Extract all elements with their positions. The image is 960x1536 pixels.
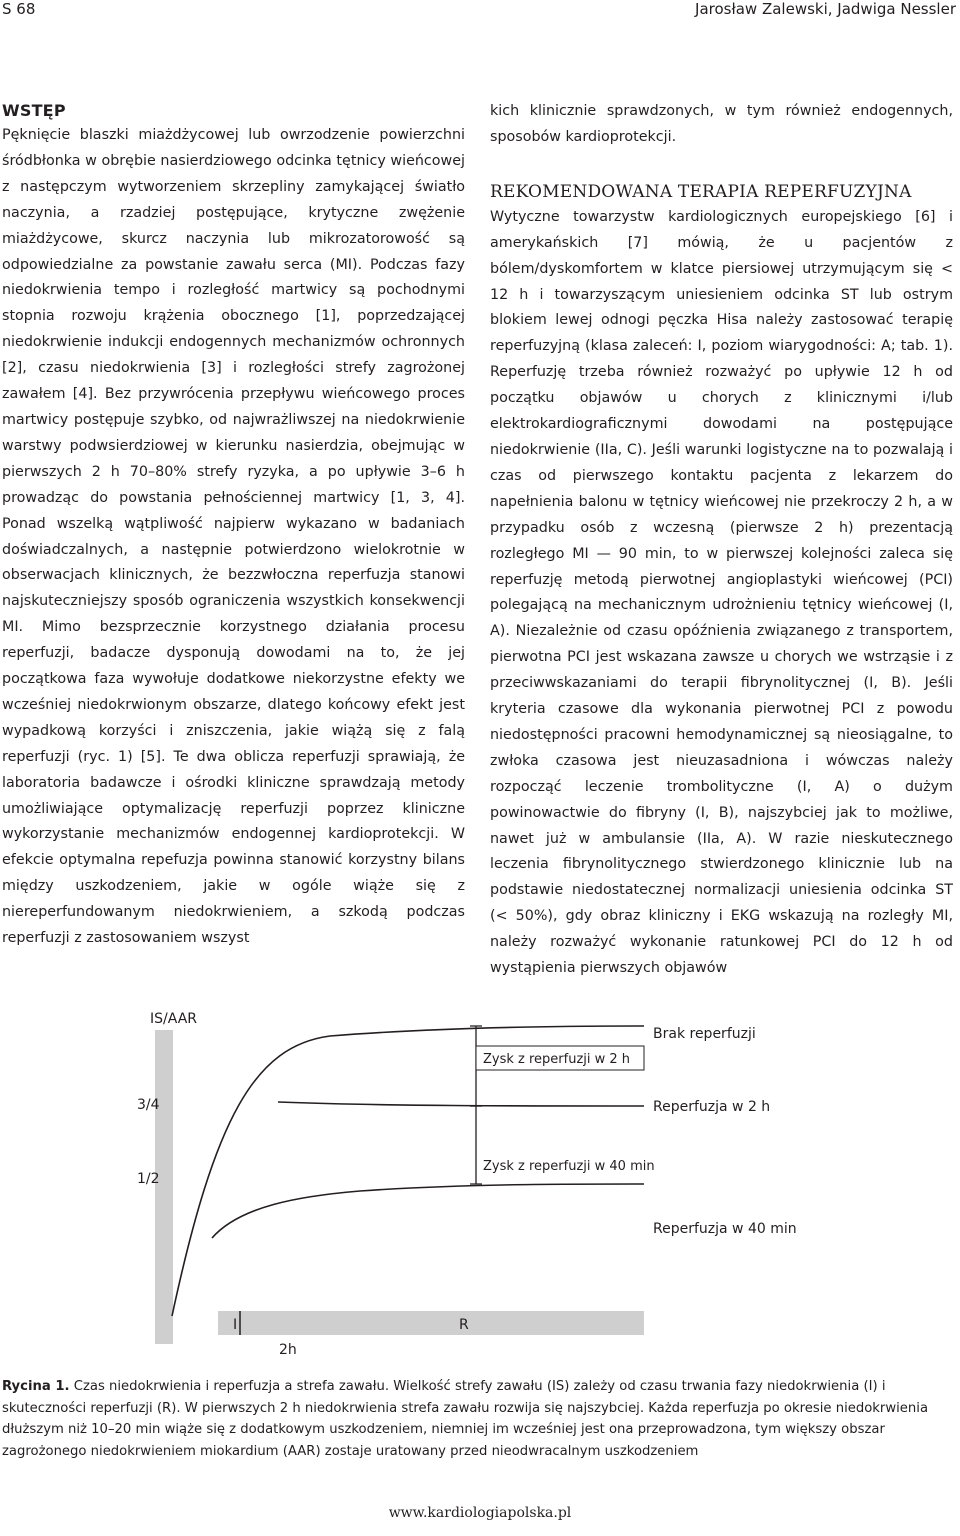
caption-label: Rycina 1. <box>2 1379 70 1394</box>
y-axis-bar <box>155 1030 173 1344</box>
page-number: S 68 <box>2 0 36 18</box>
paragraph-recommendations: Wytyczne towarzystw kardiologicznych europejskiego [6] i amerykańskich [7] mówią, że u pacjentów z bólem/dyskomfortem w klatce piersiowej utrzymującym się < 12 h i towarzyszącym uniesieniem odcinka ST lub ostrym blokiem lewej odnogi pęczka Hisa należy zastosować terapię reperfuzyjną (klasa zaleceń: I, poziom wiarygodności: A; tab. 1). Reperfuzję trzeba również rozważyć po upływie 12 h od początku objawów u chorych z klinicznymi i/lub elektrokardiograficznymi dowodami na postępujące niedokrwienie (IIa, C). Jeśli warunki logistyczne na to pozwalają i czas od pierwszego kontaktu pacjenta z lekarzem do napełnienia balonu w tętnicy wieńcowej nie przekroczy 2 h, a w przypadku osób z wczesną (pierwsze 2 h) prezentacją rozległego MI — 90 min, to w pierwszej kolejności zaleca się reperfuzję metodą pierwotnej angioplastyki wieńcowej (PCI) polegającą na mechanicznym udrożnieniu tętnicy wieńcowej (I, A). Niezależnie od czasu opóźnienia związanego z transportem, pierwotna PCI jest wskazana zawsze u chorych we wstrząsie i z przeciwwskazaniami do terapii fibrynolitycznej (I, B). Jeśli kryteria czasowe dla wykonania pierwotnej PCI z powodu niedostępności pracowni hemodynamicznej są nieosiągalne, to zwłoka czasowa jest nieuzasadniona i wówczas należy rozpocząć leczenie trombolityczne (I, A) o dużym powinowactwie do fibryny (I, B), najszybciej jak to możliwe, nawet już w ambulansie (IIa, A). W razie nieskutecznego leczenia fibrynolitycznego stwierdzonego klinicznie lub na podstawie niedostatecznej normalizacji uniesienia odcinka ST (< 50%), gdy obraz kliniczny i EKG wskazują na rozległy MI, należy rozważyć wykonanie ratunkowej PCI do 12 h od wystąpienia pierwszych objawów <box>490 208 953 977</box>
curve-reperfusion-2h <box>278 1102 644 1106</box>
y-tick-1-2: 1/2 <box>137 1171 160 1187</box>
label-ischemia: I <box>233 1317 238 1333</box>
curve-reperfusion-40min <box>212 1184 644 1238</box>
figure-caption <box>2 1376 957 1463</box>
ischemia-bar <box>218 1311 282 1335</box>
label-no-reperfusion: Brak reperfuzji <box>653 1026 756 1042</box>
left-column <box>2 98 465 952</box>
caption-text: Czas niedokrwienia i reperfuzja a strefa zawału. Wielkość strefy zawału (IS) zależy od czasu trwania fazy niedokrwienia (I) i skuteczności reperfuzji (R). W pierwszych 2 h niedokrwienia strefa zawału rozwija się najszybciej. Każda reperfuzja po okresie niedokrwienia dłuższym niż 10–20 min wiąże się z dodatkowym uszkodzeniem, niemniej im wcześniej jest ona przeprowadzona, tym większy obszar zagrożonego niedokrwieniem miokardium (AAR) zostaje uratowany przed nieodwracalnym uszkodzeniem <box>2 1379 929 1460</box>
section-heading-terapia: REKOMENDOWANA TERAPIA REPERFUZYJNA <box>490 181 912 202</box>
section-heading-wstep: WSTĘP <box>2 101 66 120</box>
running-header <box>0 0 960 24</box>
bracket-gain-40min <box>470 1106 482 1184</box>
figure-1-diagram <box>0 996 960 1366</box>
paragraph-continuation: kich klinicznie sprawdzonych, w tym również endogennych, sposobów kardioprotekcji. <box>490 103 953 145</box>
label-reperfusion: R <box>459 1317 469 1333</box>
authors: Jarosław Zalewski, Jadwiga Nessler <box>695 0 956 18</box>
paragraph-intro: Pęknięcie blaszki miażdżycowej lub owrzodzenie powierzchni śródbłonka w obrębie nasierdziowego odcinka tętnicy wieńcowej z następczym wytworzeniem skrzepliny zamykającej światło naczynia, a rzadziej postępujące, krytyczne zwężenie miażdżycowe, skurcz naczynia lub mikrozatorowość są odpowiedzialne za powstanie zawału serca (MI). Podczas fazy niedokrwienia tempo i rozległość martwicy są pochodnymi stopnia rozwoju krążenia obocznego [1], poprzedzającej niedokrwienie indukcji endogennych mechanizmów ochronnych [2], czasu niedokrwienia [3] i rozległości strefy zagrożonej zawałem [4]. Bez przywrócenia przepływu wieńcowego proces martwicy postępuje szybko, od najwrażliwszej na niedokrwienie warstwy podwsierdziowej w kierunku nasierdzia, obejmując w pierwszych 2 h 70–80% strefy ryzyka, a po upływie 3–6 h prowadząc do powstania pełnościennej martwicy [1, 3, 4]. Ponad wszelką wątpliwość najpierw wykazano w badaniach doświadczalnych, a następnie potwierdzono wielokrotnie w obserwacjach klinicznych, że bezzwłoczna reperfuzja stanowi najskuteczniejszy sposób ograniczenia wszystkich konsekwencji MI. Mimo bezsprzecznie korzystnego działania procesu reperfuzji, badacze dysponują dowodami na to, że jej początkowa faza wywołuje dodatkowe niekorzystne efekty we wcześniej niedokrwionym obszarze, dlatego końcowy efekt jest wypadkową korzyści i zniszczenia, jakie wiążą się z falą reperfuzji (ryc. 1) [5]. Te dwa oblicza reperfuzji sprawiają, że laboratoria badawcze i ośrodki kliniczne sprawdzają metody umożliwiające optymalizację reperfuzji poprzez kliniczne wykorzystanie mechanizmów endogennej kardioprotekcji. W efekcie optymalna repefuzja powinna stanowić korzystny bilans między uszkodzeniem, jakie w ogóle wiąże się z niereperfundowanym niedokrwieniem, a szkodą podczas reperfuzji z zastosowaniem wszyst <box>2 127 465 947</box>
label-gain-40min: Zysk z reperfuzji w 40 min <box>483 1159 655 1174</box>
label-time-2h: 2h <box>279 1342 297 1358</box>
y-axis-label: IS/AAR <box>150 1011 198 1027</box>
label-reperfusion-2h: Reperfuzja w 2 h <box>653 1099 771 1115</box>
right-column <box>490 99 953 982</box>
y-tick-3-4: 3/4 <box>137 1097 160 1113</box>
label-reperfusion-40min: Reperfuzja w 40 min <box>653 1221 797 1237</box>
label-gain-2h: Zysk z reperfuzji w 2 h <box>483 1052 631 1067</box>
footer-url: www.kardiologiapolska.pl <box>388 1505 572 1521</box>
